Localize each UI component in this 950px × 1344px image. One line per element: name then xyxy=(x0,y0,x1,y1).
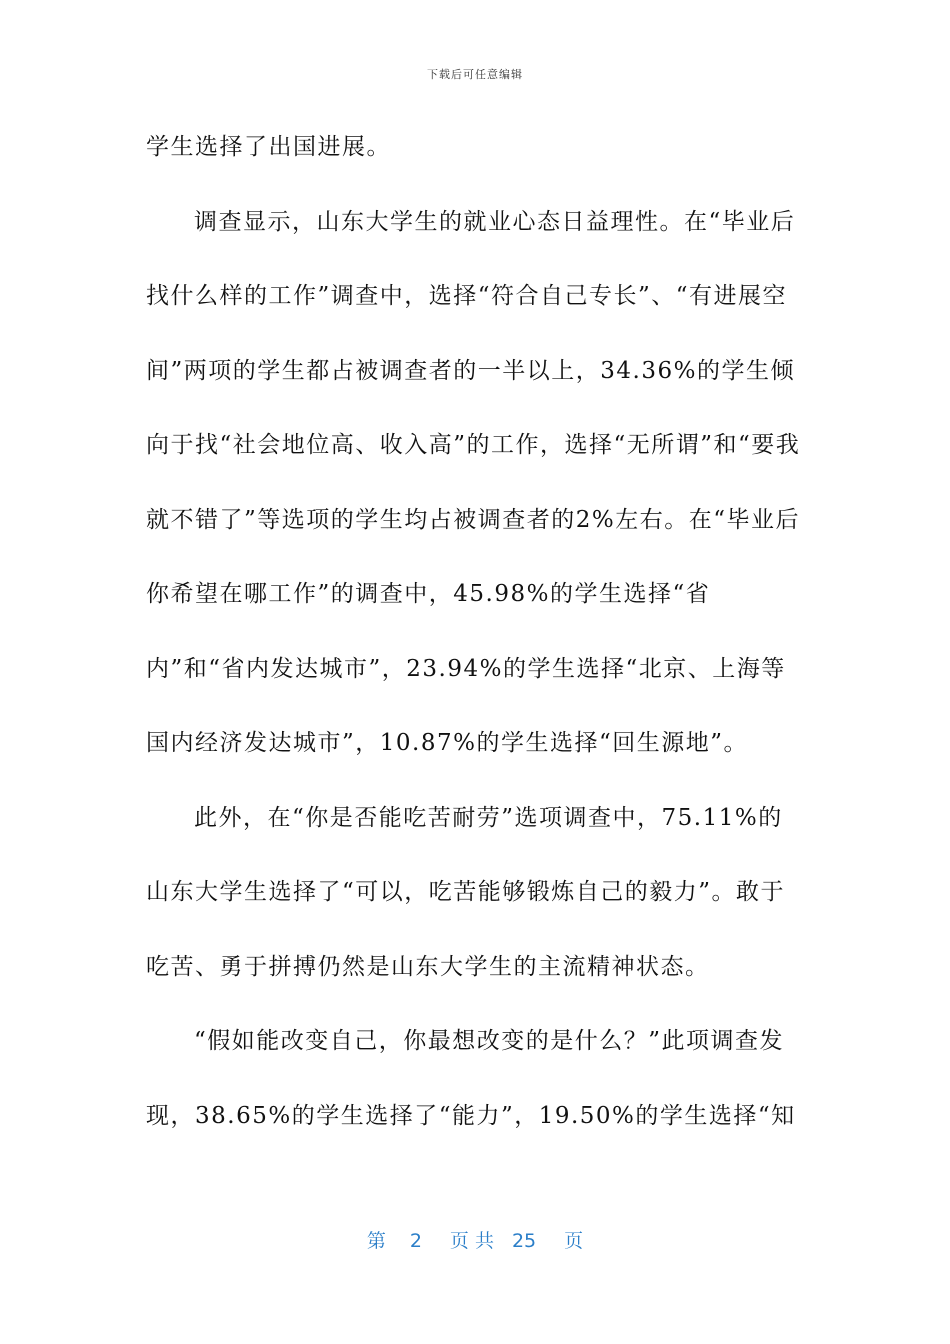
paragraph: “假如能改变自己，你最想改变的是什么？”此项调查发现，38.65%的学生选择了“能力”，19.50%的学生选择“知 xyxy=(146,1028,796,1129)
page-suffix: 页 xyxy=(564,1230,584,1252)
document-body xyxy=(146,110,806,1153)
page-footer xyxy=(0,1226,950,1253)
paragraph: 学生选择了出国进展。 xyxy=(146,134,391,160)
page-mid: 页 共 xyxy=(449,1230,494,1252)
page-number: 2 xyxy=(409,1230,422,1252)
paragraph: 调查显示，山东大学生的就业心态日益理性。在“毕业后找什么样的工作”调查中，选择“符合自己专长”、“有进展空间”两项的学生都占被调查者的一半以上，34.36%的学生倾向于找“社会地位高、收入高”的工作，选择“无所谓”和“要我就不错了”等选项的学生均占被调查者的2%左右。在“毕业后你希望在哪工作”的调查中，45.98%的学生选择“省内”和“省内发达城市”，23.94%的学生选择“北京、上海等国内经济发达城市”，10.87%的学生选择“回生源地”。 xyxy=(146,208,801,756)
paragraph: 此外，在“你是否能吃苦耐劳”选项调查中，75.11%的山东大学生选择了“可以，吃苦能够锻炼自己的毅力”。敢于吃苦、勇于拼搏仍然是山东大学生的主流精神状态。 xyxy=(146,804,786,980)
total-pages: 25 xyxy=(511,1230,537,1252)
page-prefix: 第 xyxy=(366,1230,386,1252)
page-header: 下载后可任意编辑 xyxy=(427,68,523,81)
